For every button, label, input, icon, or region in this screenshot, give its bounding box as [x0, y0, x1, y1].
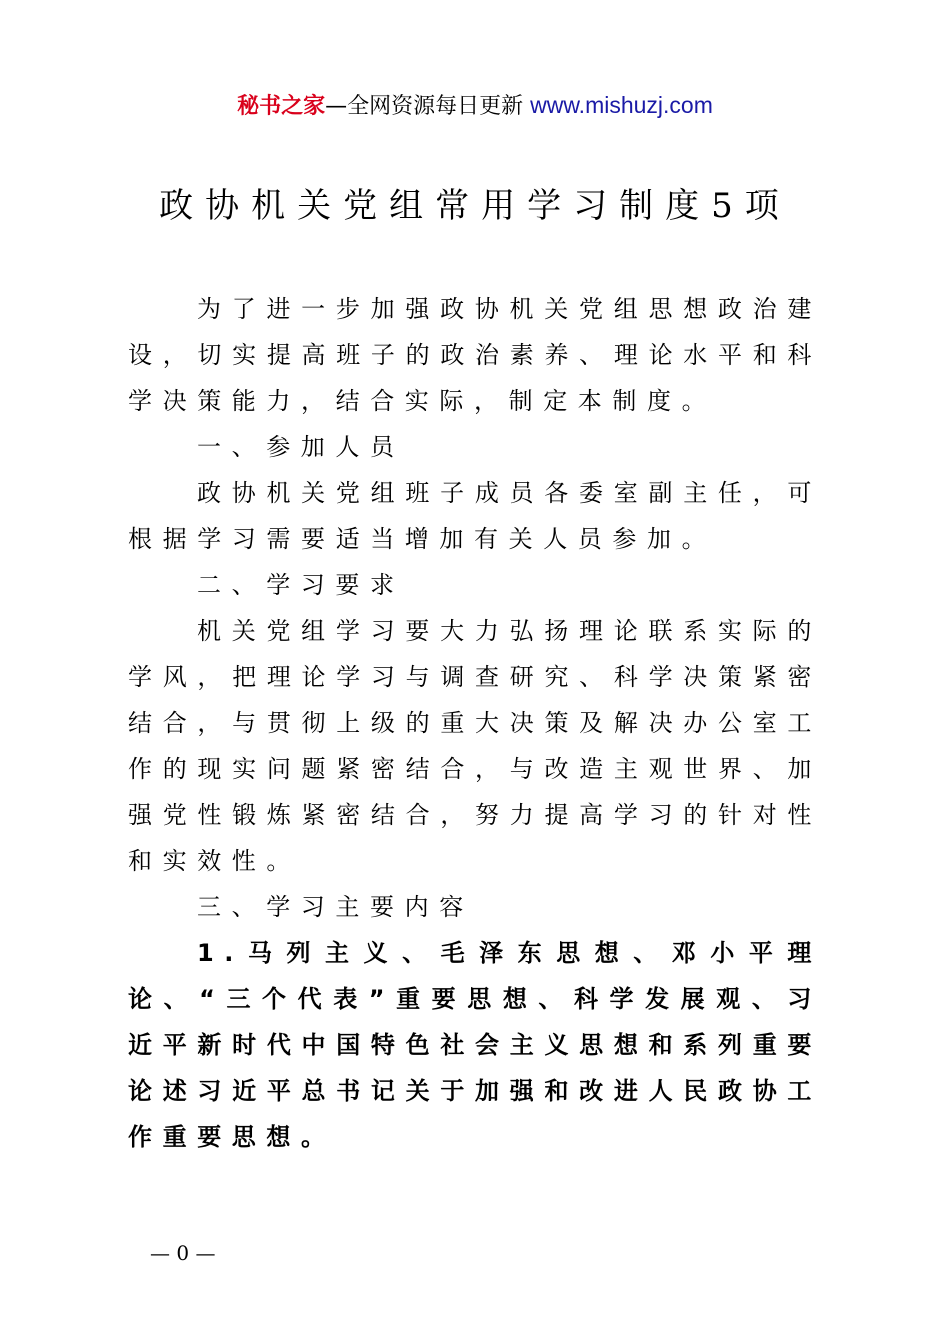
intro-paragraph: 为了进一步加强政协机关党组思想政治建设，切实提高班子的政治素养、理论水平和科学决策能力，结合实际，制定本制度。	[128, 295, 822, 415]
header-tagline: —全网资源每日更新	[325, 94, 524, 119]
brand-name: 秘书之家	[237, 94, 326, 119]
page-number: — 0 —	[150, 1241, 216, 1265]
section-heading-requirements: 二、学习要求	[197, 571, 405, 599]
section-heading-participants: 一、参加人员	[197, 433, 405, 461]
requirements-paragraph: 机关党组学习要大力弘扬理论联系实际的学风，把理论学习与调查研究、科学决策紧密结合，与贯彻上级的重大决策及解决办公室工作的现实问题紧密结合，与改造主观世界、加强党性锻炼紧密结合，努力提高学习的针对性和实效性。	[128, 617, 822, 875]
site-url-link[interactable]: www.mishuzj.com	[530, 92, 713, 118]
participants-paragraph: 政协机关党组班子成员各委室副主任，可根据学习需要适当增加有关人员参加。	[128, 479, 822, 553]
content-item-1: 1.马列主义、毛泽东思想、邓小平理论、“三个代表”重要思想、科学发展观、习近平新时代中国特色社会主义思想和系列重要论述习近平总书记关于加强和改进人民政协工作重要思想。	[128, 939, 822, 1151]
document-body	[128, 286, 822, 1160]
document-title: 政协机关党组常用学习制度5项	[159, 186, 791, 226]
site-header	[0, 88, 950, 124]
section-heading-content: 三、学习主要内容	[197, 893, 474, 921]
